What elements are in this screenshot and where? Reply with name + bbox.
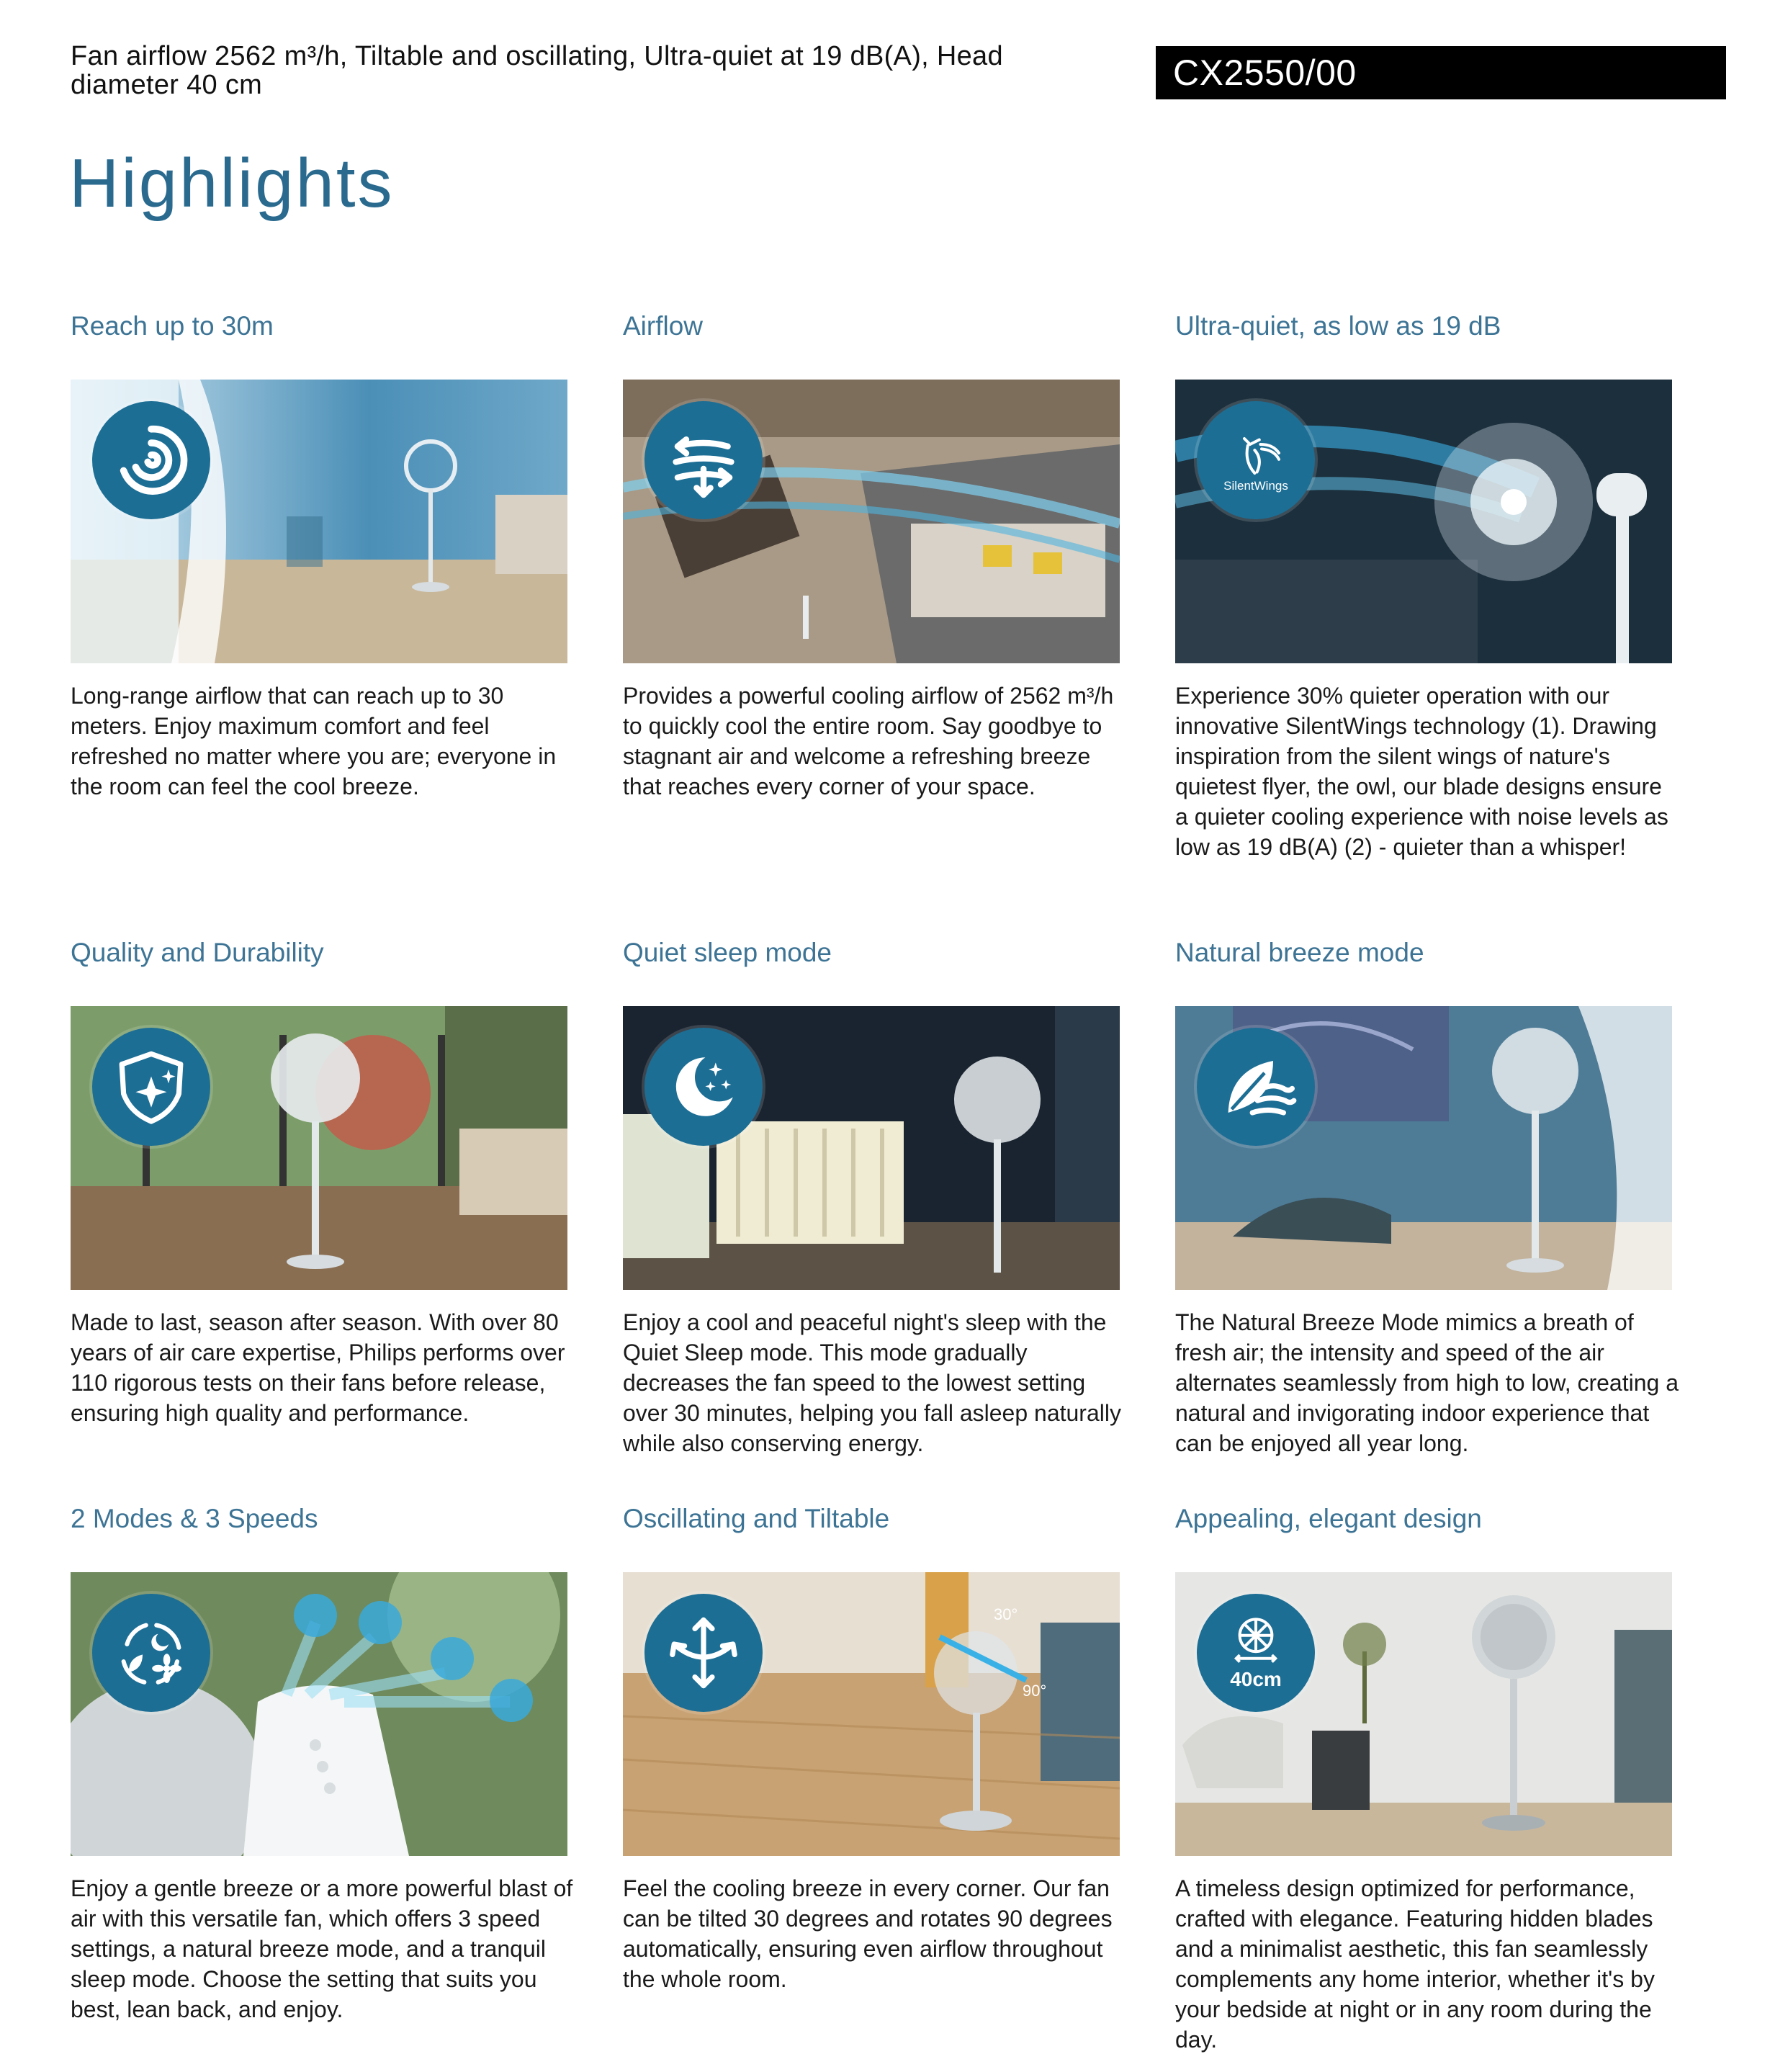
moon-stars-icon — [644, 1028, 763, 1146]
feature-description: Long-range airflow that can reach up to 30 meters. Enjoy maximum comfort and feel refreshed no matter where you are; everyone in the room can feel the cool breeze. — [71, 683, 557, 799]
fan-head-40cm-icon — [1197, 1594, 1315, 1712]
feature-airflow — [623, 310, 1120, 799]
feature-quality — [71, 936, 567, 1426]
feature-reach — [71, 310, 567, 799]
feature-description: Feel the cooling breeze in every corner. Our fan can be tilted 30 degrees and rotates 90 degrees automatically, ensuring even airflow throughout the whole room. — [623, 1875, 1113, 1992]
feature-title: Quiet sleep mode — [623, 938, 832, 967]
feature-modes-speeds — [71, 1502, 573, 2022]
feature-image — [1175, 1572, 1672, 1856]
silentwings-owl-icon — [1197, 401, 1315, 519]
rotation-angle-label: 90° — [1023, 1682, 1047, 1700]
leaf-breeze-icon — [1197, 1028, 1315, 1146]
silentwings-label: SilentWings — [1223, 479, 1288, 493]
header-subtitle: Fan airflow 2562 m³/h, Tiltable and oscillating, Ultra-quiet at 19 dB(A), Head diameter 40 cm — [71, 41, 1003, 100]
feature-description: The Natural Breeze Mode mimics a breath of fresh air; the intensity and speed of the air alternates seamlessly from high to low, creating a natural and invigorating indoor experience that can be enjoyed all year long. — [1175, 1309, 1679, 1456]
feature-image — [623, 1006, 1120, 1290]
head-diameter-label: 40cm — [1230, 1668, 1282, 1690]
feature-natural-breeze — [1175, 936, 1679, 1456]
feature-image — [623, 380, 1120, 663]
swirl-icon — [92, 401, 210, 519]
feature-image — [71, 1572, 567, 1856]
feature-title: Appealing, elegant design — [1175, 1504, 1482, 1533]
feature-description: Provides a powerful cooling airflow of 2562 m³/h to quickly cool the entire room. Say goodbye to stagnant air and welcome a refreshing breeze that reaches every corner of your space. — [623, 683, 1114, 799]
feature-oscillating — [623, 1502, 1120, 1992]
feature-title: Ultra-quiet, as low as 19 dB — [1175, 311, 1501, 341]
feature-image — [71, 380, 567, 663]
modes-cycle-icon — [92, 1594, 210, 1712]
feature-image — [623, 1572, 1120, 1856]
feature-design — [1175, 1502, 1672, 2053]
shield-sparkle-icon — [92, 1028, 210, 1146]
feature-title: Reach up to 30m — [71, 311, 274, 341]
model-number: CX2550/00 — [1156, 46, 1726, 99]
feature-description: Enjoy a gentle breeze or a more powerful blast of air with this versatile fan, which offers 3 speed settings, a natural breeze mode, and a tranquil sleep mode. Choose the setting that suits you best, lean back, and enjoy. — [71, 1875, 573, 2022]
airflow-arrows-icon — [644, 401, 763, 519]
tilt-angle-label: 30° — [994, 1605, 1018, 1623]
feature-description: Enjoy a cool and peaceful night's sleep with the Quiet Sleep mode. This mode gradually decreases the fan speed to the lowest setting over 30 minutes, helping you fall asleep naturally while also conserving energy. — [623, 1309, 1121, 1456]
feature-image — [71, 1006, 567, 1290]
feature-ultra-quiet — [1175, 310, 1672, 860]
feature-image — [1175, 1006, 1672, 1290]
feature-title: 2 Modes & 3 Speeds — [71, 1504, 318, 1533]
feature-description: Made to last, season after season. With over 80 years of air care expertise, Philips performs over 110 rigorous tests on their fans before release, ensuring high quality and performance. — [71, 1309, 565, 1426]
page-title: Highlights — [69, 145, 395, 222]
feature-description: Experience 30% quieter operation with our innovative SilentWings technology (1). Drawing inspiration from the silent wings of nature's quietest flyer, the owl, our blade designs ensure a quieter cooling experience with noise levels as low as 19 dB(A) (2) - quieter than a whisper! — [1175, 683, 1668, 860]
feature-sleep — [623, 936, 1121, 1456]
feature-image — [1175, 380, 1672, 663]
oscillate-tilt-icon — [644, 1594, 763, 1712]
feature-description: A timeless design optimized for performance, crafted with elegance. Featuring hidden blades and a minimalist aesthetic, this fan seamlessly complements any home interior, whether it's by your bedside at night or in any room during the day. — [1175, 1875, 1655, 2053]
feature-title: Quality and Durability — [71, 938, 324, 967]
feature-title: Natural breeze mode — [1175, 938, 1424, 967]
feature-title: Oscillating and Tiltable — [623, 1504, 890, 1533]
feature-title: Airflow — [623, 311, 704, 341]
